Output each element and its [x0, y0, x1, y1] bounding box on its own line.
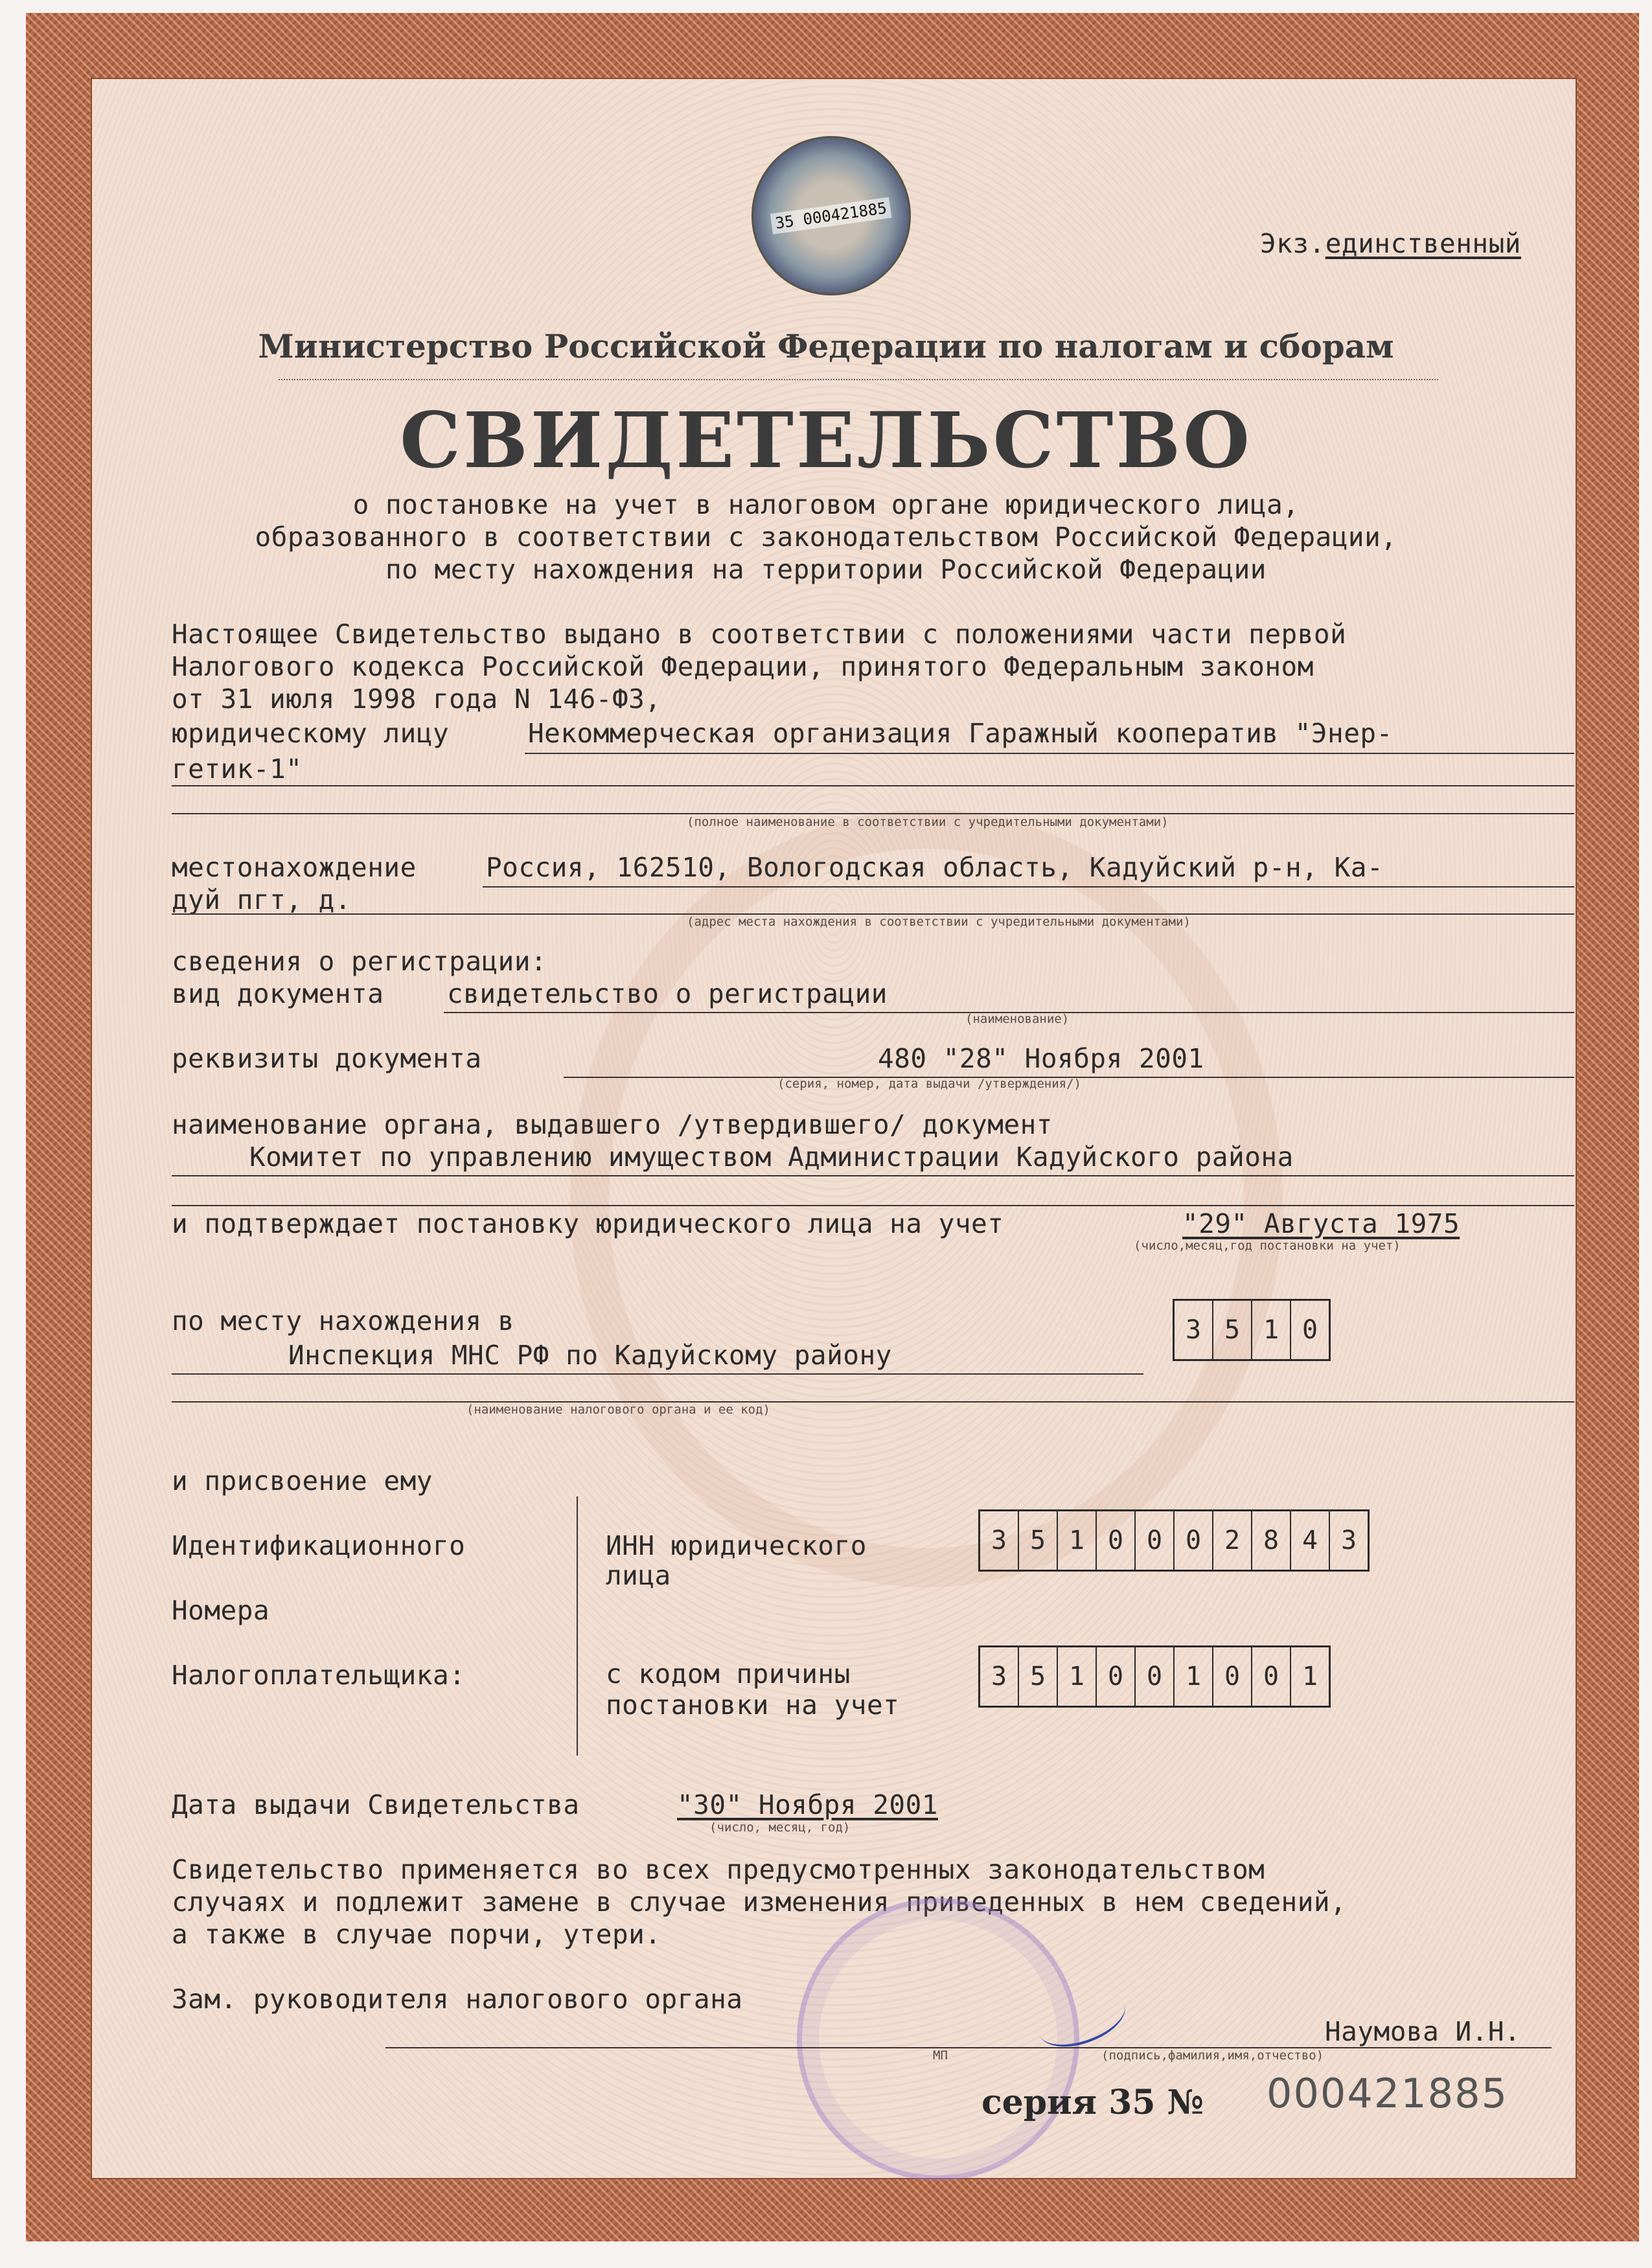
- inn-boxes: [978, 1509, 1370, 1572]
- kpp-digit: 0: [1213, 1647, 1252, 1706]
- document-title: СВИДЕТЕЛЬСТВО: [400, 395, 1252, 485]
- kpp-digit: 0: [1097, 1647, 1136, 1706]
- inn-digit: 5: [1019, 1511, 1058, 1570]
- subtitle-line-2: образованного в соответствии с законодательством Российской Федерации,: [255, 521, 1397, 553]
- kpp-digit: 1: [1302, 1662, 1318, 1691]
- copy-label: Экз.: [1260, 228, 1325, 259]
- kpp-digit: 3: [980, 1647, 1019, 1706]
- doc-type-label: вид документа: [172, 978, 384, 1009]
- registration-heading: сведения о регистрации:: [172, 946, 547, 977]
- serial-number: 000421885: [1267, 2070, 1509, 2117]
- assignment-left-3: Налогоплательщика:: [172, 1660, 466, 1691]
- code-digit: 1: [1252, 1301, 1291, 1359]
- location-rule-1: [483, 886, 1574, 888]
- tax-office-name: Инспекция МНС РФ по Кадуйскому району: [288, 1340, 892, 1371]
- official-stamp: [797, 1898, 1079, 2181]
- intro-line-1: Настоящее Свидетельство выдано в соответствии с положениями части первой: [172, 619, 1347, 650]
- inn-digit: 0: [1097, 1511, 1136, 1570]
- kpp-digit: 0: [1252, 1647, 1291, 1706]
- entity-rule-2: [172, 785, 1574, 786]
- kpp-digit: 1: [1058, 1647, 1097, 1706]
- details-value: 480 "28" Ноября 2001: [878, 1043, 1204, 1074]
- doc-type-value: свидетельство о регистрации: [447, 978, 888, 1009]
- tax-office-rule-1: [172, 1373, 1143, 1375]
- signatory-position: Зам. руководителя налогового органа: [172, 1984, 743, 2015]
- assignment-left-2: Номера: [172, 1595, 270, 1626]
- kpp-digit: 5: [1019, 1647, 1058, 1706]
- assignment-left-1: Идентификационного: [172, 1530, 466, 1561]
- inn-digit: 0: [1175, 1511, 1213, 1570]
- ministry-underline: [279, 379, 1438, 380]
- issue-label: Дата выдачи Свидетельства: [172, 1789, 580, 1820]
- kpp-label-2: постановки на учет: [606, 1690, 900, 1721]
- confirm-date: "29" Августа 1975: [1182, 1208, 1460, 1239]
- inn-digit: 2: [1213, 1511, 1252, 1570]
- entity-name-line-2: гетик-1": [172, 753, 303, 785]
- notice-line-3: а также в случае порчи, утери.: [172, 1919, 661, 1950]
- authority-rule-1: [172, 1175, 1574, 1176]
- inn-digit: 3: [980, 1511, 1019, 1570]
- location-caption: (адрес места нахождения в соответствии с учредительными документами): [687, 915, 1191, 929]
- authority-rule-2: [172, 1205, 1574, 1206]
- details-caption: (серия, номер, дата выдачи /утверждения/): [777, 1077, 1081, 1091]
- hologram-number: 35 000421885: [770, 197, 892, 234]
- ministry-name: Министерство Российской Федерации по налогам и сборам: [258, 327, 1394, 365]
- kpp-digit: 0: [1136, 1647, 1175, 1706]
- serial-label: серия 35 №: [981, 2083, 1204, 2122]
- entity-rule-1: [525, 753, 1574, 754]
- location-label: местонахождение: [172, 852, 417, 883]
- signature-rule: [385, 2047, 1552, 2048]
- mp-label: МП: [933, 2048, 948, 2063]
- intro-line-2: Налогового кодекса Российской Федерации, принятого Федеральным законом: [172, 651, 1314, 682]
- entity-label: юридическому лицу: [172, 718, 450, 749]
- signatory-caption: (подпись,фамилия,имя,отчество): [1101, 2048, 1324, 2063]
- details-label: реквизиты документа: [172, 1043, 482, 1074]
- entity-rule-3: [172, 813, 1574, 814]
- copy-note: [1260, 228, 1521, 259]
- confirm-caption: (число,месяц,год постановки на учет): [1134, 1239, 1401, 1253]
- inn-digit: 1: [1058, 1511, 1097, 1570]
- kpp-boxes: [978, 1645, 1331, 1708]
- code-digit: 0: [1302, 1315, 1318, 1345]
- signatory-name: Наумова И.Н.: [1325, 2016, 1521, 2047]
- kpp-label-1: с кодом причины: [606, 1658, 851, 1690]
- tax-office-rule-2: [172, 1401, 1574, 1403]
- location-line-1: Россия, 162510, Вологодская область, Кадуйский р-н, Ка-: [486, 852, 1384, 883]
- assignment-divider: [577, 1496, 578, 1756]
- confirm-text: и подтверждает постановку юридического лица на учет: [172, 1208, 1004, 1239]
- location-line-2: дуй пгт, д.: [172, 884, 352, 915]
- kpp-digit: 1: [1175, 1647, 1213, 1706]
- copy-value: единственный: [1325, 228, 1521, 259]
- issue-date: "30" Ноября 2001: [677, 1789, 938, 1820]
- tax-office-label: по месту нахождения в: [172, 1305, 514, 1336]
- authority-label: наименование органа, выдавшего /утвердившего/ документ: [172, 1109, 1053, 1140]
- doc-type-caption: (наименование): [965, 1012, 1070, 1026]
- hologram-seal: [751, 136, 911, 295]
- code-digit: 3: [1175, 1301, 1213, 1359]
- inn-digit: 3: [1340, 1526, 1357, 1555]
- inn-digit: 0: [1136, 1511, 1175, 1570]
- subtitle-line-3: по месту нахождения на территории Российской Федерации: [385, 554, 1267, 585]
- inn-label-1: ИНН юридического: [606, 1530, 867, 1561]
- tax-office-code-boxes: [1173, 1299, 1331, 1361]
- notice-line-2: случаях и подлежит замене в случае изменения приведенных в нем сведений,: [172, 1886, 1347, 1918]
- assignment-intro: и присвоение ему: [172, 1465, 433, 1496]
- tax-office-caption: (наименование налогового органа и ее код): [466, 1403, 770, 1417]
- entity-caption: (полное наименование в соответствии с учредительными документами): [687, 815, 1169, 829]
- authority-value: Комитет по управлению имуществом Администрации Кадуйского района: [249, 1141, 1294, 1173]
- inn-digit: 4: [1291, 1511, 1330, 1570]
- intro-line-3: от 31 июля 1998 года N 146-ФЗ,: [172, 683, 661, 715]
- entity-name-line-1: Некоммерческая организация Гаражный кооператив "Энер-: [528, 718, 1393, 749]
- subtitle-line-1: о постановке на учет в налоговом органе юридического лица,: [352, 489, 1300, 520]
- inn-label-2: лица: [606, 1560, 671, 1591]
- issue-caption: (число, месяц, год): [709, 1820, 851, 1835]
- code-digit: 5: [1213, 1301, 1252, 1359]
- inn-digit: 8: [1252, 1511, 1291, 1570]
- notice-line-1: Свидетельство применяется во всех предусмотренных законодательством: [172, 1854, 1265, 1885]
